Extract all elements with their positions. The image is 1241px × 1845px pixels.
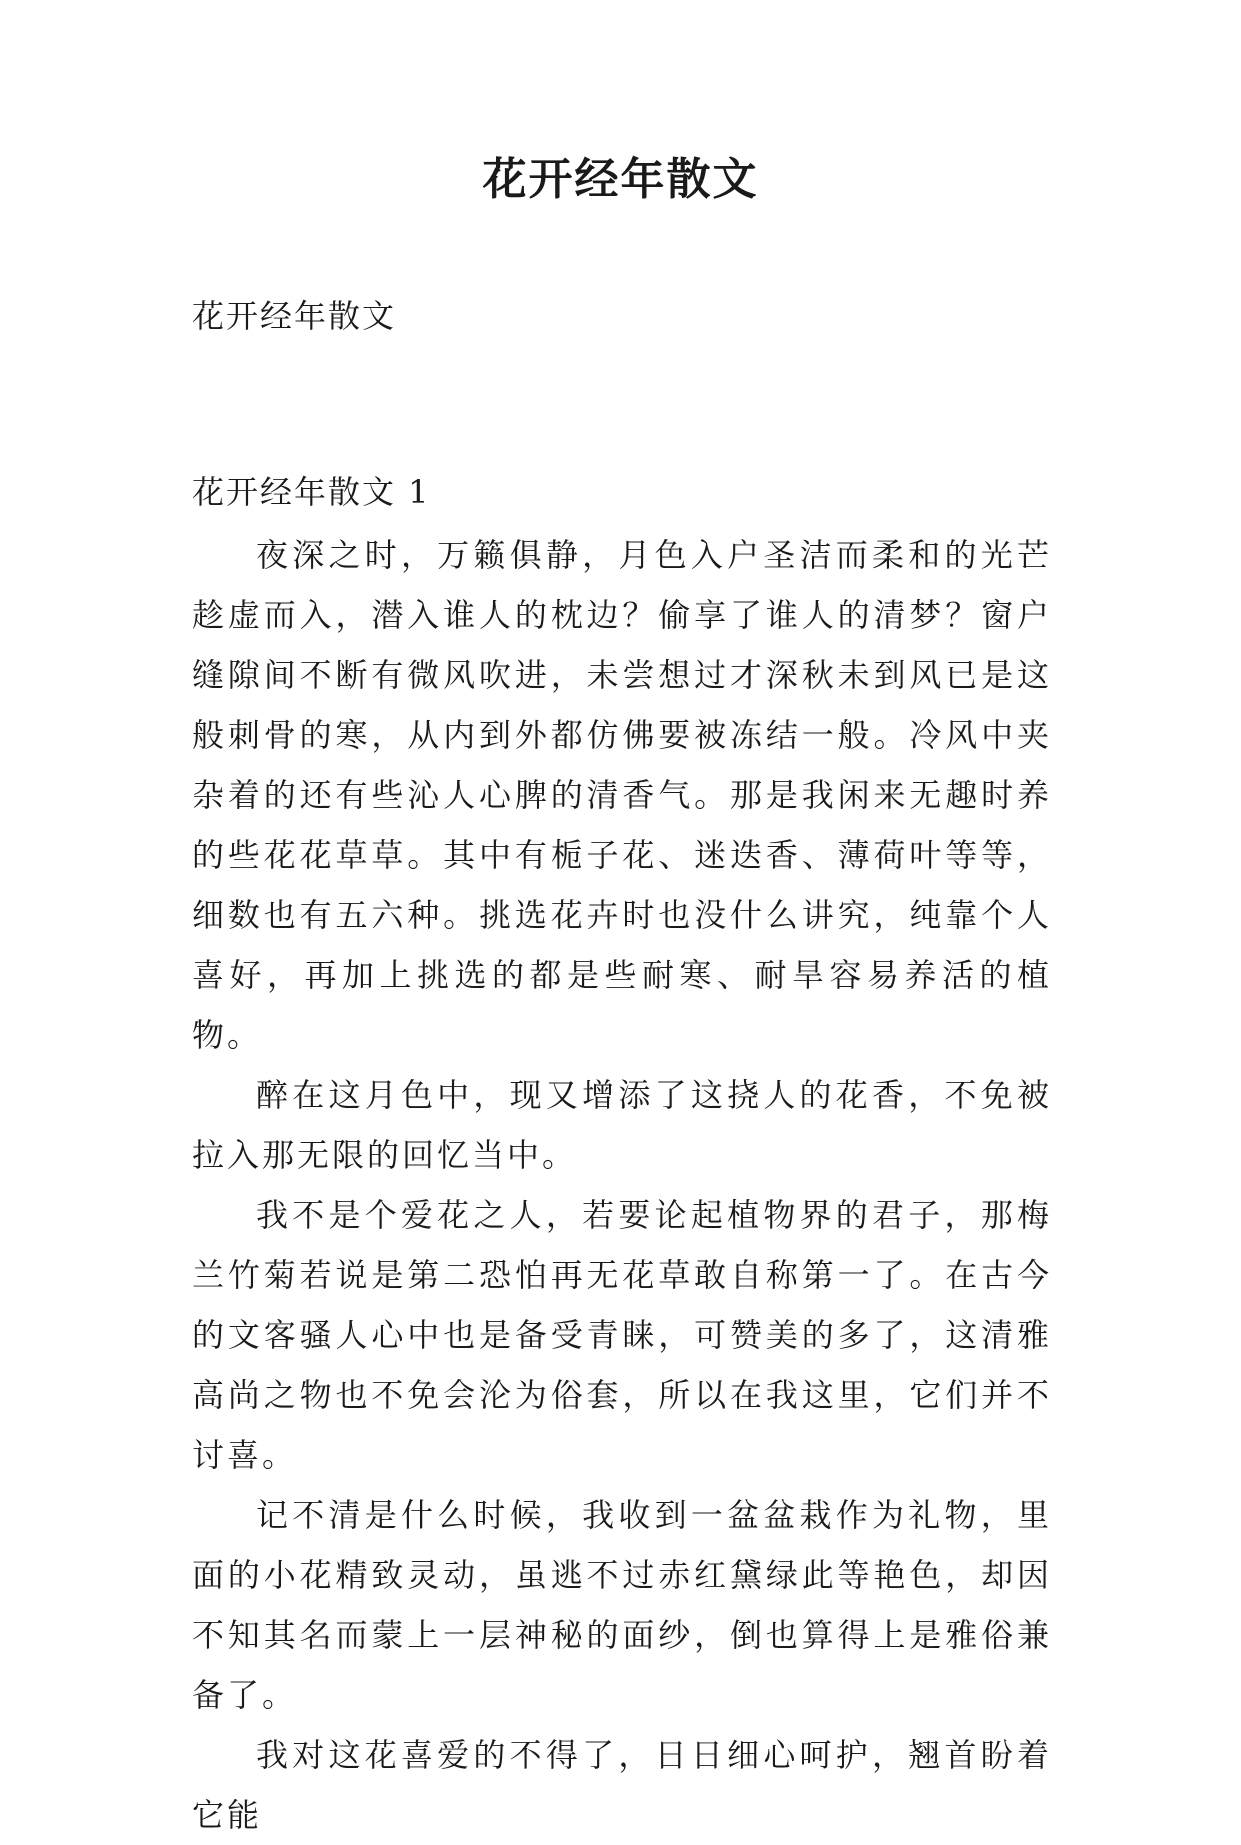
document-title: 花开经年散文: [482, 154, 759, 205]
paragraph: 我对这花喜爱的不得了，日日细心呵护，翘首盼着它能: [192, 1736, 1052, 1834]
document-subtitle: 花开经年散文: [192, 297, 397, 335]
body-text: [192, 525, 1052, 1845]
section-heading: 花开经年散文 1: [192, 473, 431, 511]
paragraph: 夜深之时，万籁俱静，月色入户圣洁而柔和的光芒趁虚而入，潜入谁人的枕边？偷享了谁人的清梦？窗户缝隙间不断有微风吹进，未尝想过才深秋未到风已是这般刺骨的寒，从内到外都仿佛要被冻结一般。冷风中夹杂着的还有些沁人心脾的清香气。那是我闲来无趣时养的些花花草草。其中有栀子花、迷迭香、薄荷叶等等，细数也有五六种。挑选花卉时也没什么讲究，纯靠个人喜好，再加上挑选的都是些耐寒、耐旱容易养活的植物。: [192, 536, 1052, 1054]
paragraph: 醉在这月色中，现又增添了这挠人的花香，不免被拉入那无限的回忆当中。: [192, 1076, 1052, 1174]
paragraph: 我不是个爱花之人，若要论起植物界的君子，那梅兰竹菊若说是第二恐怕再无花草敢自称第一了。在古今的文客骚人心中也是备受青睐，可赞美的多了，这清雅高尚之物也不免会沦为俗套，所以在我这里，它们并不讨喜。: [192, 1196, 1052, 1474]
paragraph: 记不清是什么时候，我收到一盆盆栽作为礼物，里面的小花精致灵动，虽逃不过赤红黛绿此等艳色，却因不知其名而蒙上一层神秘的面纱，倒也算得上是雅俗兼备了。: [192, 1496, 1052, 1714]
